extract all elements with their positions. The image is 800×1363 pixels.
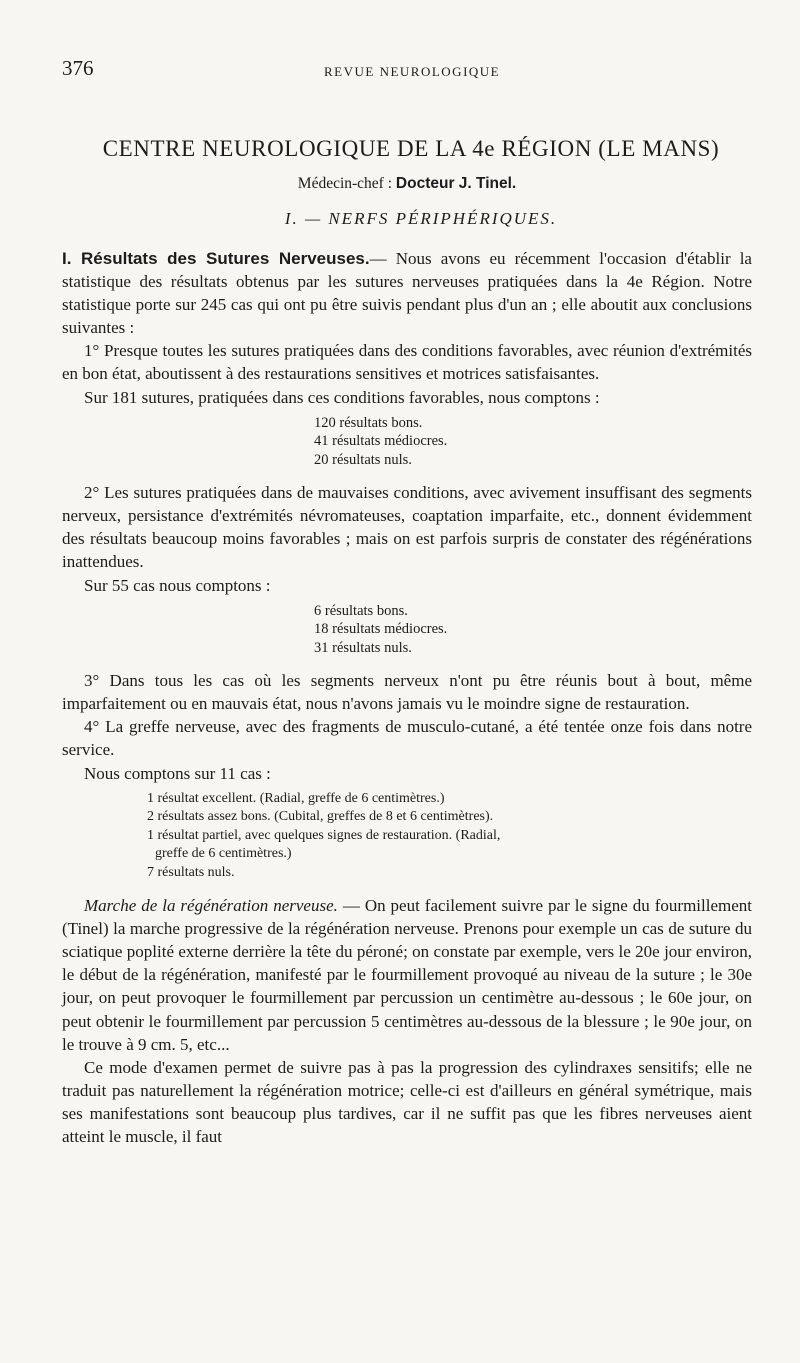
subtitle-name: Docteur J. Tinel. (395, 175, 517, 192)
page (62, 56, 752, 1148)
results-list-favorable (314, 414, 752, 470)
list-item: 1 résultat partiel, avec quelques signes de restauration. (Radial, (147, 827, 501, 843)
running-head: REVUE NEUROLOGIQUE (324, 64, 501, 79)
paragraph-lead: I. Résultats des Sutures Nerveuses. (62, 249, 370, 268)
paragraph-favorable: 1° Presque toutes les sutures pratiquées dans des conditions favorables, avec réunion d'extrémités en bon état, aboutissent à des restaurations sensitives et motrices satisfaisantes. (62, 341, 752, 384)
results-list-graft (147, 790, 752, 883)
section-heading: I. — NERFS PÉRIPHÉRIQUES. (284, 209, 558, 228)
paragraph-no-union: 3° Dans tous les cas où les segments nerveux n'ont pu être réunis bout à bout, même imparfaitement ou en mauvais état, nous n'avons jamais vu le moindre signe de restauration. (62, 671, 752, 714)
paragraph-examination: Ce mode d'examen permet de suivre pas à pas la progression des cylindraxes sensitifs; elle ne traduit pas naturellement la régénération motrice; celle-ci est d'ailleurs en général symétrique, mais ses manifestations sont beaucoup plus tardives, car il ne suffit pas que les fibres nerveuses aient atteint le muscle, il faut (62, 1057, 752, 1147)
paragraph-graft: 4° La greffe nerveuse, avec des fragments de musculo-cutané, a été tentée onze fois dans notre service. (62, 717, 752, 760)
list-item-continuation: greffe de 6 centimètres.) (155, 846, 292, 862)
paragraph-unfavorable-count: Sur 55 cas nous comptons : (84, 575, 271, 595)
list-item: 31 résultats nuls. (314, 639, 412, 656)
list-item: 20 résultats nuls. (314, 451, 412, 468)
paragraph-text: — Nous avons eu récemment l'occasion d'établir la statistique des résultats obtenus par les sutures nerveuses pratiquées dans la 4e Région. Notre statistique porte sur 245 cas qui ont pu être suivis pendant plus d'un an ; elle aboutit aux conclusions suivantes : (62, 249, 752, 338)
paragraph-sutures-results (62, 247, 752, 339)
paragraph-graft-count: Nous comptons sur 11 cas : (84, 763, 271, 783)
paragraph-regeneration (62, 894, 752, 1056)
paragraph-text: — On peut facilement suivre par le signe du fourmillement (Tinel) la marche progressive de la régénération nerveuse. Prenons pour exemple un cas de suture du sciatique poplité externe derrière la tête du péroné; on constate par exemple, vers le 20e jour environ, le début de la régénération, manifesté par le fourmillement provoqué au niveau de la suture ; le 30e jour, on peut provoquer le fourmillement par percussion un centimètre au-dessous ; le 60e jour, on peut obtenir le fourmillement par percussion 5 centimètres au-dessous de la blessure ; le 90e jour, on le trouve à 9 cm. 5, etc... (62, 896, 753, 1054)
list-item: 1 résultat excellent. (Radial, greffe de 6 centimètres.) (147, 790, 445, 806)
list-item: 2 résultats assez bons. (Cubital, greffes de 8 et 6 centimètres). (147, 809, 494, 825)
page-header (62, 56, 752, 90)
subtitle-label: Médecin-chef : (297, 175, 393, 192)
results-list-unfavorable (314, 602, 752, 658)
list-item: 7 résultats nuls. (147, 864, 235, 880)
list-item: 41 résultats médiocres. (314, 433, 448, 450)
list-item: 6 résultats bons. (314, 602, 408, 619)
list-item: 120 résultats bons. (314, 414, 423, 431)
paragraph-lead: Marche de la régénération nerveuse. (84, 896, 338, 916)
list-item: 18 résultats médiocres. (314, 621, 448, 638)
article-title: CENTRE NEUROLOGIQUE DE LA 4e RÉGION (LE MANS) (102, 136, 720, 161)
paragraph-favorable-count: Sur 181 sutures, pratiquées dans ces conditions favorables, nous comptons : (84, 387, 600, 407)
article-subtitle (62, 175, 752, 193)
paragraph-unfavorable: 2° Les sutures pratiquées dans de mauvaises conditions, avec avivement insuffisant des segments nerveux, persistance d'extrémités névromateuses, coaptation imparfaite, etc., donnent évidemment des résultats beaucoup moins favorables ; mais on est parfois surpris de constater des régénérations inattendues. (62, 483, 752, 572)
page-number: 376 (62, 56, 94, 80)
